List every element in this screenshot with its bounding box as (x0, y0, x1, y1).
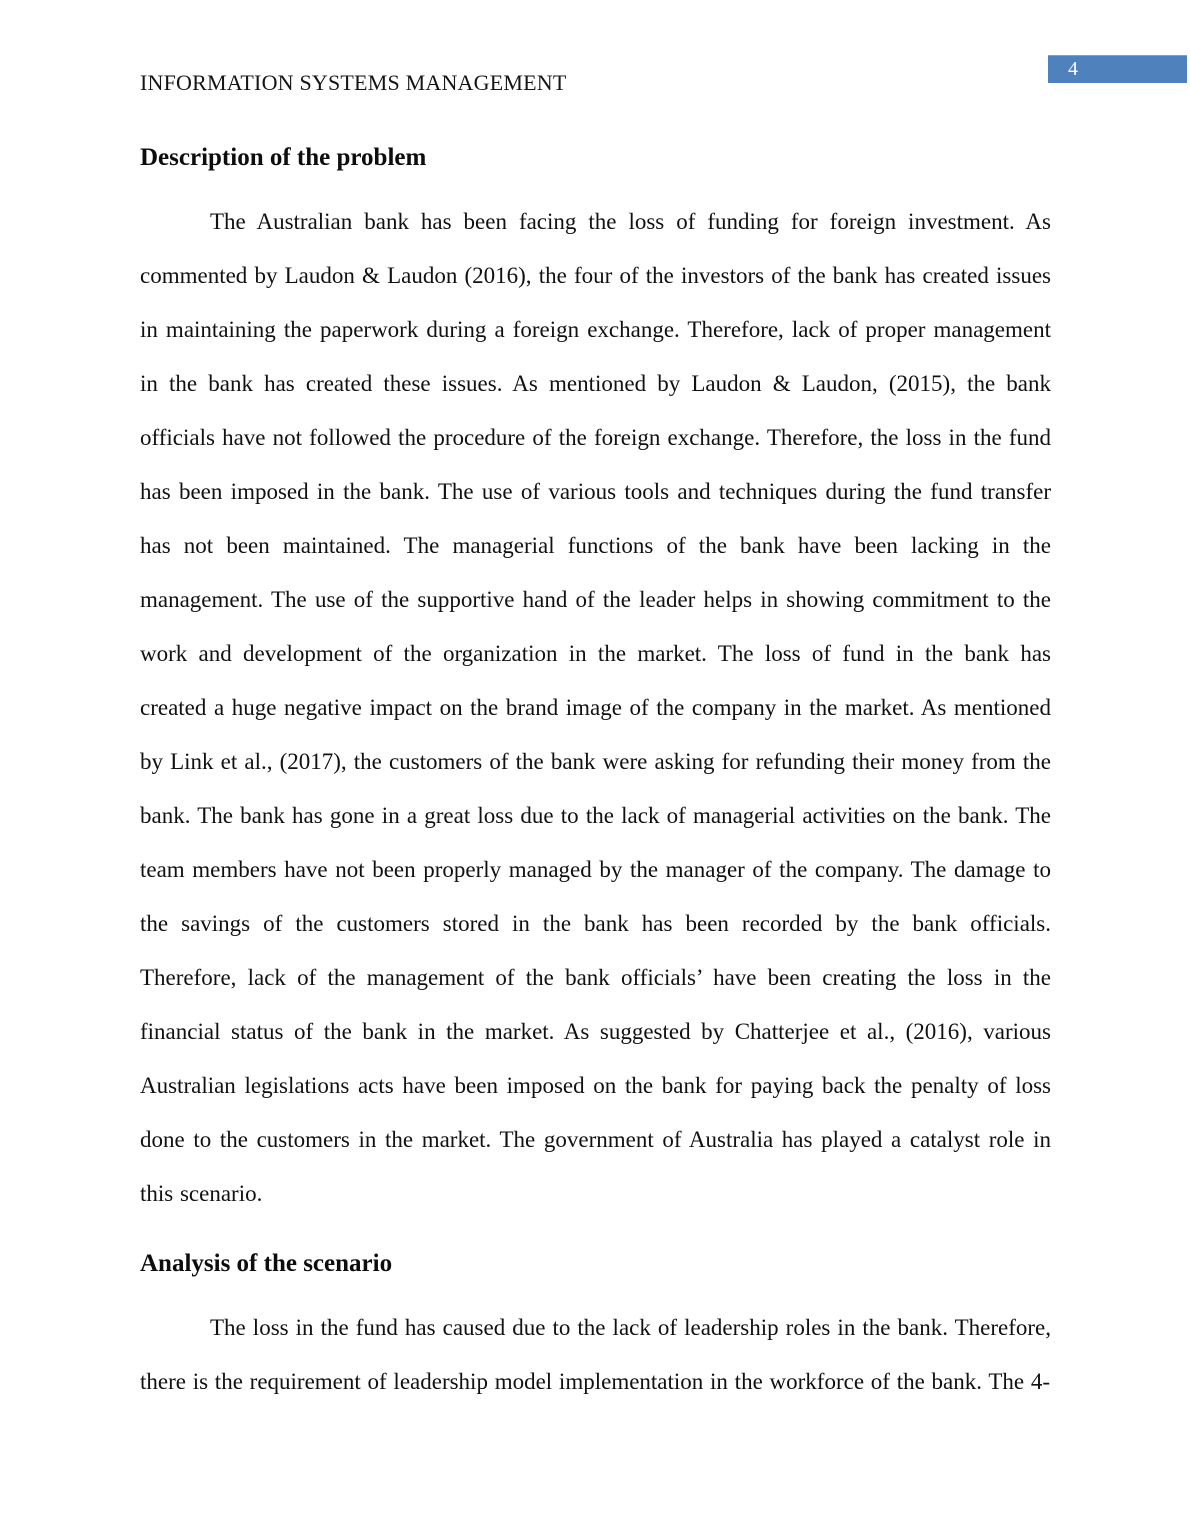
section-heading-analysis-of-the-scenario: Analysis of the scenario (140, 1250, 393, 1277)
document-body (140, 0, 1051, 1409)
running-header: INFORMATION SYSTEMS MANAGEMENT (140, 70, 567, 95)
page-number-badge (1048, 55, 1187, 83)
page-number: 4 (1068, 58, 1078, 80)
paragraph-description-of-the-problem: The Australian bank has been facing the loss of funding for foreign investment. As commented by Laudon & Laudon (2016), the four of the investors of the bank has created issues in maintaining the paperwork during a foreign exchange. Therefore, lack of proper management in the bank has created these issues. As mentioned by Laudon & Laudon, (2015), the bank officials have not followed the procedure of the foreign exchange. Therefore, the loss in the fund has been imposed in the bank. The use of various tools and techniques during the fund transfer has not been maintained. The managerial functions of the bank have been lacking in the management. The use of the supportive hand of the leader helps in showing commitment to the work and development of the organization in the market. The loss of fund in the bank has created a huge negative impact on the brand image of the company in the market. As mentioned by Link et al., (2017), the customers of the bank were asking for refunding their money from the bank. The bank has gone in a great loss due to the lack of managerial activities on the bank. The team members have not been properly managed by the manager of the company. The damage to the savings of the customers stored in the bank has been recorded by the bank officials. Therefore, lack of the management of the bank officials’ have been creating the loss in the financial status of the bank in the market. As suggested by Chatterjee et al., (2016), various Australian legislations acts have been imposed on the bank for paying back the penalty of loss done to the customers in the market. The government of Australia has played a catalyst role in this scenario. (140, 209, 1051, 1206)
paragraph-analysis-of-the-scenario: The loss in the fund has caused due to the lack of leadership roles in the bank. Therefore, there is the requirement of leadership model implementation in the workforce of the bank. The 4- (140, 1315, 1051, 1394)
section-heading-description-of-the-problem: Description of the problem (140, 144, 427, 171)
